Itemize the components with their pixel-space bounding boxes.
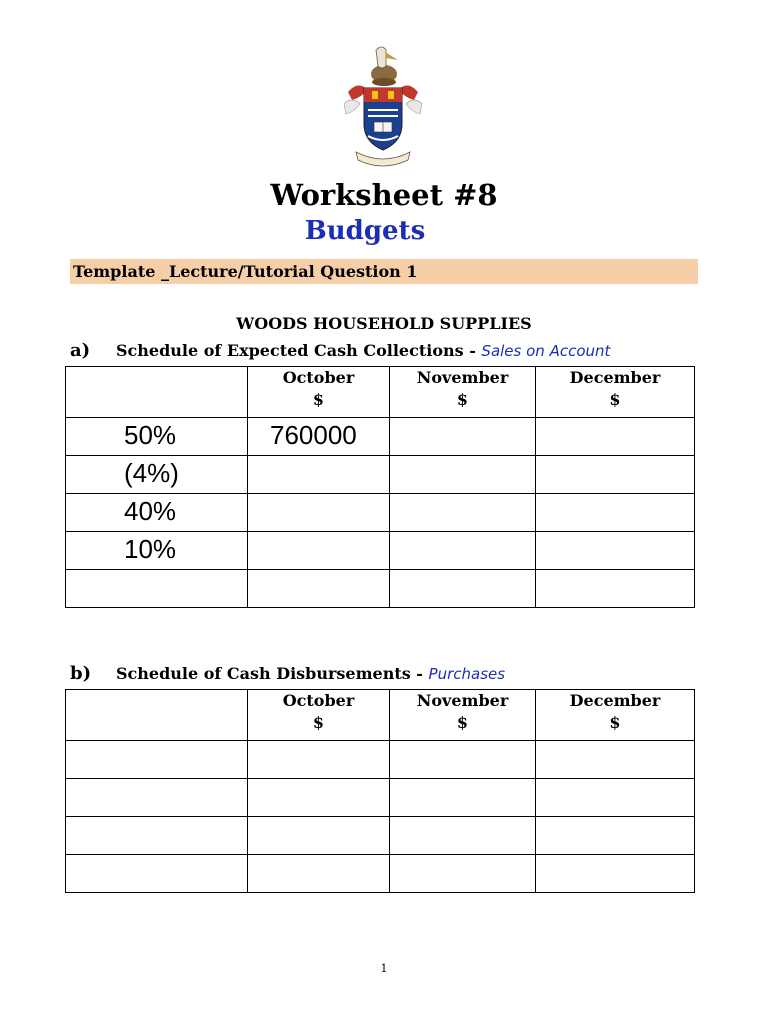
december-cell[interactable] (536, 456, 695, 494)
november-cell[interactable] (390, 779, 536, 817)
table-row (66, 741, 695, 779)
col-unit: $ (609, 390, 621, 409)
table-row (66, 779, 695, 817)
november-cell[interactable] (390, 817, 536, 855)
table-header-row (66, 690, 695, 741)
row-label-cell[interactable] (66, 570, 248, 608)
row-label-cell[interactable] (66, 779, 248, 817)
october-cell[interactable] (248, 779, 390, 817)
october-cell[interactable]: 760000 (248, 418, 390, 456)
november-cell[interactable] (390, 741, 536, 779)
col-month: October (282, 368, 355, 387)
worksheet-subtitle: Budgets (304, 216, 426, 246)
section-a-title: Schedule of Expected Cash Collections - (116, 341, 476, 360)
col-month: October (282, 691, 355, 710)
table-header-row (66, 367, 695, 418)
november-cell[interactable] (390, 418, 536, 456)
november-cell[interactable] (390, 570, 536, 608)
december-cell[interactable] (536, 418, 695, 456)
table-row (66, 817, 695, 855)
december-cell[interactable] (536, 494, 695, 532)
section-a-note: Sales on Account (481, 342, 611, 360)
section-b-note: Purchases (428, 665, 506, 683)
col-month: December (569, 368, 661, 387)
row-label-cell[interactable] (66, 855, 248, 893)
col-header-november (390, 690, 536, 741)
december-cell[interactable] (536, 741, 695, 779)
october-cell[interactable] (248, 570, 390, 608)
company-name: WOODS HOUSEHOLD SUPPLIES (236, 314, 532, 333)
cash-disbursements-table (65, 689, 695, 893)
section-b-letter: b) (70, 663, 92, 684)
october-cell[interactable] (248, 741, 390, 779)
row-label-cell[interactable]: (4%) (66, 456, 248, 494)
november-cell[interactable] (390, 456, 536, 494)
december-cell[interactable] (536, 817, 695, 855)
header-blank-cell (66, 690, 248, 741)
table-row (66, 855, 695, 893)
december-cell[interactable] (536, 532, 695, 570)
section-a-heading (70, 340, 610, 361)
col-header-november (390, 367, 536, 418)
november-cell[interactable] (390, 532, 536, 570)
header-blank-cell (66, 367, 248, 418)
row-label-cell[interactable]: 40% (66, 494, 248, 532)
worksheet-title: Worksheet #8 (270, 178, 498, 212)
october-cell[interactable] (248, 817, 390, 855)
december-cell[interactable] (536, 855, 695, 893)
december-cell[interactable] (536, 570, 695, 608)
col-unit: $ (456, 390, 469, 409)
col-unit: $ (312, 390, 325, 409)
col-header-december (536, 690, 695, 741)
col-unit: $ (609, 713, 621, 732)
section-b-heading (70, 663, 505, 684)
col-unit: $ (312, 713, 325, 732)
col-header-october (248, 690, 390, 741)
row-label-cell[interactable]: 10% (66, 532, 248, 570)
page-number: 1 (380, 962, 388, 975)
table-row (66, 570, 695, 608)
col-unit: $ (456, 713, 469, 732)
section-b-title: Schedule of Cash Disbursements - (116, 664, 423, 683)
november-cell[interactable] (390, 855, 536, 893)
table-row (66, 494, 695, 532)
col-header-december (536, 367, 695, 418)
row-label-cell[interactable] (66, 741, 248, 779)
december-cell[interactable] (536, 779, 695, 817)
row-label-cell[interactable] (66, 817, 248, 855)
col-month: November (416, 368, 509, 387)
table-row (66, 456, 695, 494)
october-cell[interactable] (248, 532, 390, 570)
section-a-letter: a) (70, 340, 91, 361)
university-crest-logo (338, 42, 428, 168)
table-row (66, 532, 695, 570)
table-row (66, 418, 695, 456)
col-header-october (248, 367, 390, 418)
template-label-bar: Template _Lecture/Tutorial Question 1 (70, 259, 698, 284)
cash-collections-table (65, 366, 695, 608)
october-cell[interactable] (248, 855, 390, 893)
col-month: December (569, 691, 661, 710)
col-month: November (416, 691, 509, 710)
october-cell[interactable] (248, 494, 390, 532)
october-cell[interactable] (248, 456, 390, 494)
november-cell[interactable] (390, 494, 536, 532)
row-label-cell[interactable]: 50% (66, 418, 248, 456)
